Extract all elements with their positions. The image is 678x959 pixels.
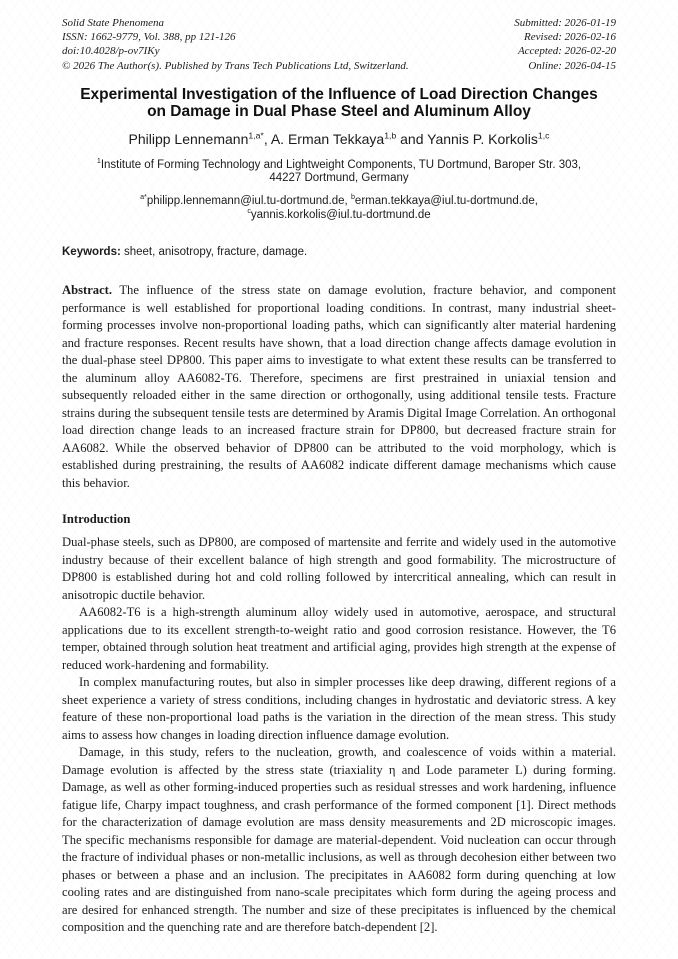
paper-title-line-1: Experimental Investigation of the Influence of Load Direction Changes — [80, 85, 598, 103]
copyright-line: © 2026 The Author(s). Published by Trans Tech Publications Ltd, Switzerland. — [62, 59, 409, 72]
journal-header-right — [514, 16, 616, 73]
abstract-text: The influence of the stress state on damage evolution, fracture behavior, and component performance is well established for proportional loading conditions. In contrast, many industrial sheet-forming processes involve non-proportional loading paths, which can significantly alter material hardening and fracture responses. Recent results have shown, that a load direction change affects damage evolution in the dual-phase steel DP800. This paper aims to investigate to what extent these results can be transferred to the aluminum alloy AA6082-T6. Therefore, specimens are first prestrained in uniaxial tension and subsequently reloaded either in the same direction or orthogonally, using additional tensile tests. Fracture strains during the subsequent tensile tests are determined by Aramis Digital Image Correlation. An orthogonal load direction change leads to an increased fracture strain for DP800, but decreased fracture strain for AA6082. While the observed behavior of DP800 can be attributed to the void morphology, which is established during prestraining, the results of AA6082 indicate different damage mechanisms which cause this behavior. — [62, 283, 616, 490]
email-address-b: erman.tekkaya@iul.tu-dortmund.de, — [354, 195, 538, 207]
email-superscript-b: b — [350, 193, 355, 202]
body-paragraph-4: Damage, in this study, refers to the nucleation, growth, and coalescence of voids within a material. Damage evolution is affected by the stress state (triaxiality η and Lode parameter L) during forming. Damage, as well as other forming-induced properties such as residual stresses and work hardening, influence fatigue life, Charpy impact toughness, and crash performance of the formed component [1]. Direct methods for the characterization of damage evolution are mass density measurements and 2D microscopic images. The specific mechanisms responsible for damage are material-dependent. Void nucleation can occur through the fracture of individual phases or non-metallic inclusions, as well as through decohesion either between two phases or between a phase and an inclusion. The precipitates in AA6082 form during quenching at low cooling rates and are distinguished from nano-scale precipitates which form during the ageing process and are desired for enhanced strength. The number and size of these precipitates is influenced by the chemical composition and the quenching rate and are therefore batch-dependent [2]. — [62, 745, 616, 935]
email-address-a: philipp.lennemann@iul.tu-dortmund.de, — [146, 195, 351, 207]
body-paragraph-1: Dual-phase steels, such as DP800, are composed of martensite and ferrite and widely used in the automotive industry because of their excellent balance of high strength and good formability. The microstructure of DP800 is established during hot and cold rolling followed by intercritical annealing, which can result in anisotropic ductile behavior. — [62, 535, 616, 602]
email-address-c: yannis.korkolis@iul.tu-dortmund.de — [250, 208, 431, 221]
author-name-2: A. Erman Tekkaya — [270, 130, 385, 147]
author-separator-1: , — [263, 130, 271, 147]
author-superscript-2: 1,b — [384, 130, 397, 141]
affiliation-text-1: Institute of Forming Technology and Lightweight Components, TU Dortmund, Baroper Str. 303, — [100, 158, 582, 171]
affiliation-superscript: 1 — [96, 156, 101, 165]
journal-header — [62, 16, 616, 73]
keywords-line — [62, 245, 616, 259]
email-superscript-a: a* — [140, 193, 147, 202]
keywords-text: sheet, anisotropy, fracture, damage. — [120, 246, 308, 259]
journal-name: Solid State Phenomena — [62, 17, 165, 29]
paper-title-line-2: on Damage in Dual Phase Steel and Aluminum Alloy — [147, 102, 531, 120]
affiliation-line-1 — [62, 156, 616, 173]
author-separator-2: and — [396, 130, 428, 147]
author-superscript-3: 1,c — [537, 130, 550, 141]
abstract-paragraph — [62, 282, 616, 492]
revised-date: Revised: 2026-02-16 — [524, 31, 616, 44]
keywords-label: Keywords: — [62, 246, 121, 259]
doi-line: doi:10.4028/p-ov7IKy — [62, 45, 160, 58]
issn-volume-line: ISSN: 1662-9779, Vol. 388, pp 121-126 — [62, 31, 236, 44]
accepted-date: Accepted: 2026-02-20 — [517, 45, 616, 58]
author-emails — [62, 195, 616, 222]
paper-title — [62, 86, 616, 120]
email-superscript-c: c — [247, 206, 251, 215]
introduction-body — [62, 534, 616, 937]
email-line-2 — [62, 206, 616, 223]
author-superscript-1: 1,a* — [248, 130, 264, 141]
affiliation — [62, 156, 616, 186]
affiliation-line-2: 44227 Dortmund, Germany — [269, 172, 409, 185]
author-name-3: Yannis P. Korkolis — [427, 130, 538, 147]
journal-header-left — [62, 16, 409, 73]
body-paragraph-3: In complex manufacturing routes, but also in simpler processes like deep drawing, different regions of a sheet experience a variety of stress conditions, including changes in hydrostatic and deviatoric stress. A key feature of these non-proportional load paths is the variation in the direction of the mean stress. This study aims to assess how changes in loading direction influence damage evolution. — [62, 675, 616, 742]
body-paragraph-2: AA6082-T6 is a high-strength aluminum alloy widely used in automotive, aerospace, and structural applications due to its excellent strength-to-weight ratio and good corrosion resistance. However, the T6 temper, obtained through solution heat treatment and artificial aging, provides high strength at the expense of reduced work-hardening and formability. — [62, 605, 616, 672]
section-heading-introduction: Introduction — [62, 512, 131, 527]
email-line-1 — [62, 195, 616, 209]
abstract-label: Abstract. — [62, 283, 113, 298]
online-date: Online: 2026-04-15 — [528, 59, 616, 72]
author-name-1: Philipp Lennemann — [128, 130, 249, 147]
authors-line — [62, 131, 616, 148]
submitted-date: Submitted: 2026-01-19 — [514, 17, 616, 29]
